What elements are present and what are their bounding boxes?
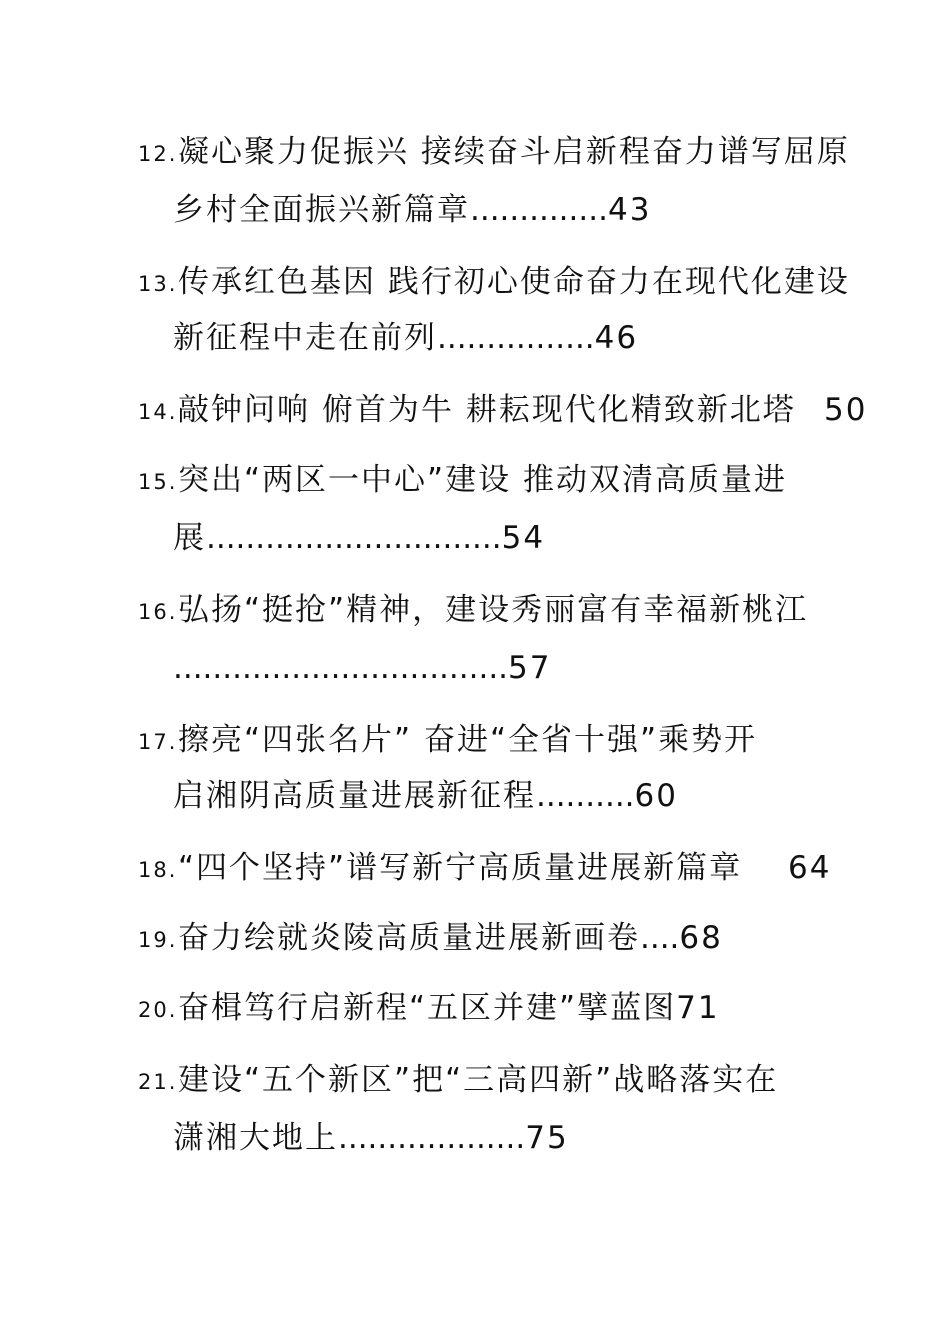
toc-title-cont: 启湘阴高质量进展新征程 — [173, 778, 536, 814]
toc-entry-21-line2[interactable] — [173, 1118, 569, 1158]
toc-leader-dots: ................... — [338, 1120, 526, 1156]
toc-entry-16-line2[interactable] — [173, 648, 552, 688]
toc-title: 敲钟问响 俯首为牛 耕耘现代化精致新北塔 — [178, 392, 796, 428]
toc-title: 建设“五个新区”把“三高四新”战略落实在 — [178, 1062, 779, 1098]
toc-title: 凝心聚力促振兴 接续奋斗启新程奋力谱写屈原 — [178, 134, 850, 170]
toc-page-number: 64 — [788, 850, 832, 886]
toc-number: 12. — [138, 142, 178, 166]
toc-title: 擦亮“四张名片” 奋进“全省十强”乘势开 — [178, 722, 758, 758]
toc-title: “四个坚持”谱写新宁高质量进展新篇章 — [178, 850, 743, 886]
toc-leader-dots: .......... — [536, 778, 635, 814]
toc-number: 15. — [138, 470, 178, 494]
toc-leader-dots: .... — [640, 920, 680, 956]
toc-leader-dots: .............................. — [206, 520, 502, 556]
toc-page-number: 43 — [607, 192, 652, 228]
toc-number: 18. — [138, 858, 178, 882]
toc-title-with-leader — [178, 918, 723, 958]
toc-entry-17-line2[interactable] — [173, 776, 678, 816]
toc-title: 弘扬“挺抢”精神，建设秀丽富有幸福新桃江 — [178, 592, 809, 628]
toc-title-cont: 新征程中走在前列 — [173, 320, 437, 356]
toc-title-with-page — [178, 988, 720, 1028]
toc-leader-dots: .................................. — [173, 650, 509, 686]
toc-page-number: 71 — [676, 990, 720, 1026]
toc-number: 19. — [138, 928, 178, 952]
toc-page-number: 60 — [634, 778, 678, 814]
toc-title-cont: 展 — [173, 520, 206, 556]
toc-title-cont: 乡村全面振兴新篇章 — [173, 192, 470, 228]
toc-page-number: 68 — [679, 920, 723, 956]
toc-number: 16. — [138, 600, 178, 624]
toc-entry-15-line2[interactable] — [173, 518, 545, 558]
toc-leader-dots: .............. — [470, 192, 608, 228]
toc-entry-13-line2[interactable] — [173, 318, 638, 358]
toc-number: 13. — [138, 272, 178, 296]
toc-title: 传承红色基因 践行初心使命奋力在现代化建设 — [178, 264, 850, 300]
toc-entry-12-line2[interactable] — [173, 190, 651, 230]
toc-leader-dots: ................ — [437, 320, 595, 356]
toc-number: 17. — [138, 730, 178, 754]
toc-page-number: 75 — [525, 1120, 569, 1156]
toc-title-cont: 潇湘大地上 — [173, 1120, 338, 1156]
toc-page-number: 46 — [594, 320, 639, 356]
toc-page-number: 57 — [508, 650, 552, 686]
toc-title: 突出“两区一中心”建设 推动双清高质量进 — [178, 462, 787, 498]
toc-page-number: 50 — [824, 392, 868, 428]
toc-title: 奋力绘就炎陵高质量进展新画卷 — [178, 920, 640, 956]
toc-number: 14. — [138, 400, 178, 424]
toc-title: 奋楫笃行启新程“五区并建”擘蓝图 — [178, 990, 677, 1026]
toc-number: 20. — [138, 998, 178, 1022]
toc-number: 21. — [138, 1070, 178, 1094]
toc-page-number: 54 — [501, 520, 546, 556]
